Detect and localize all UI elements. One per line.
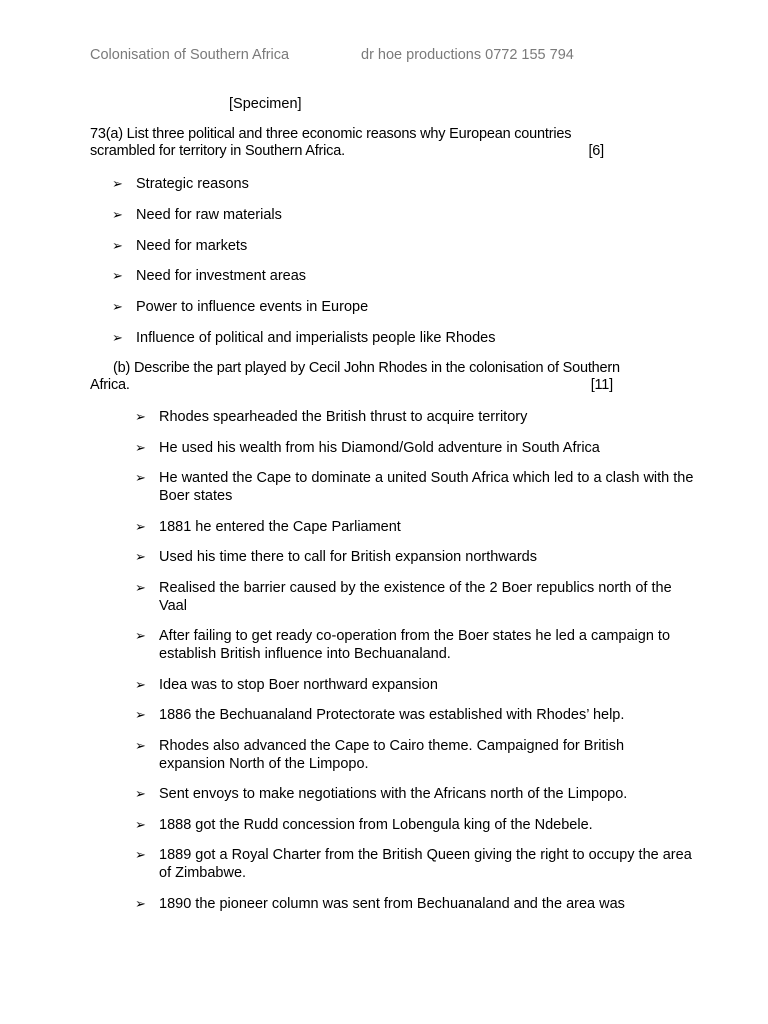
list-item-text: Sent envoys to make negotiations with the Africans north of the Limpopo. <box>159 786 628 802</box>
answer-list-b <box>134 408 694 925</box>
list-item-text: Need for raw materials <box>136 206 282 223</box>
question-73a-text-1: 73(a) List three political and three economic reasons why European countries <box>90 126 572 142</box>
question-73a-line-2 <box>90 143 690 160</box>
list-item-text: 1889 got a Royal Charter from the British Queen giving the right to occupy the area of Zimbabwe. <box>159 847 692 881</box>
list-item-text: He wanted the Cape to dominate a united South Africa which led to a clash with the Boer states <box>159 470 694 504</box>
arrowhead-bullet-icon: ➢ <box>135 518 146 534</box>
list-item <box>134 785 694 803</box>
arrowhead-bullet-icon: ➢ <box>135 737 146 753</box>
list-item <box>111 329 495 360</box>
arrowhead-bullet-icon: ➢ <box>112 329 123 345</box>
list-item <box>134 846 694 882</box>
list-item-text: Rhodes spearheaded the British thrust to acquire territory <box>159 409 528 425</box>
list-item <box>134 518 694 536</box>
list-item <box>134 706 694 724</box>
arrowhead-bullet-icon: ➢ <box>112 237 123 253</box>
answer-list-73a <box>111 175 495 360</box>
list-item <box>134 737 694 773</box>
question-b-line-1 <box>90 360 690 377</box>
list-item-text: Idea was to stop Boer northward expansion <box>159 676 438 693</box>
list-item-text: 1890 the pioneer column was sent from Bechuanaland and the area was <box>159 895 625 912</box>
question-73a-line-1 <box>90 126 690 143</box>
arrowhead-bullet-icon: ➢ <box>135 439 146 455</box>
question-b-marks: [11] <box>590 377 613 393</box>
arrowhead-bullet-icon: ➢ <box>135 847 146 862</box>
list-item-text: 1886 the Bechuanaland Protectorate was established with Rhodes’ help. <box>159 707 625 723</box>
list-item-text: Power to influence events in Europe <box>136 299 369 316</box>
list-item <box>134 408 694 426</box>
question-b <box>90 360 690 394</box>
arrowhead-bullet-icon: ➢ <box>135 470 146 485</box>
list-item-text: Need for markets <box>136 237 248 254</box>
list-item-text: Used his time there to call for British expansion northwards <box>159 549 537 565</box>
list-item-text: 1888 got the Rudd concession from Lobengula king of the Ndebele. <box>159 816 593 833</box>
list-item <box>134 579 694 615</box>
list-item <box>134 439 694 457</box>
list-item-text: Need for investment areas <box>136 268 307 285</box>
list-item <box>134 627 694 663</box>
list-item <box>134 548 694 566</box>
list-item <box>111 175 495 206</box>
arrowhead-bullet-icon: ➢ <box>135 816 146 832</box>
arrowhead-bullet-icon: ➢ <box>112 176 123 191</box>
header-title: Colonisation of Southern Africa <box>90 47 290 63</box>
list-item-text: He used his wealth from his Diamond/Gold adventure in South Africa <box>159 439 600 456</box>
question-73a-marks: [6] <box>588 143 604 159</box>
arrowhead-bullet-icon: ➢ <box>112 268 123 284</box>
list-item-text: 1881 he entered the Cape Parliament <box>159 518 401 535</box>
list-item <box>111 267 495 298</box>
list-item-text: Realised the barrier caused by the existence of the 2 Boer republics north of the Vaal <box>159 579 672 614</box>
arrowhead-bullet-icon: ➢ <box>135 409 146 424</box>
list-item-text: Influence of political and imperialists people like Rhodes <box>136 329 496 346</box>
question-b-line-2 <box>90 377 690 394</box>
arrowhead-bullet-icon: ➢ <box>112 299 123 315</box>
list-item <box>134 469 694 505</box>
list-item <box>134 676 694 694</box>
list-item-text: After failing to get ready co-operation from the Boer states he led a campaign to establish British influence into Bechuanaland. <box>159 628 671 662</box>
list-item <box>134 895 694 913</box>
arrowhead-bullet-icon: ➢ <box>135 549 146 564</box>
list-item <box>111 237 495 268</box>
question-b-text-1: (b) Describe the part played by Cecil John Rhodes in the colonisation of Southern <box>113 360 620 376</box>
list-item <box>111 298 495 329</box>
arrowhead-bullet-icon: ➢ <box>135 628 146 643</box>
arrowhead-bullet-icon: ➢ <box>135 676 146 692</box>
arrowhead-bullet-icon: ➢ <box>135 786 146 801</box>
list-item-text: Strategic reasons <box>136 176 249 192</box>
question-73a <box>90 126 690 160</box>
list-item <box>134 816 694 834</box>
specimen-label: [Specimen] <box>229 96 302 112</box>
list-item-text: Rhodes also advanced the Cape to Cairo theme. Campaigned for British expansion North of the Limpopo. <box>159 737 625 772</box>
list-item <box>111 206 495 237</box>
arrowhead-bullet-icon: ➢ <box>135 579 146 595</box>
arrowhead-bullet-icon: ➢ <box>112 206 123 222</box>
arrowhead-bullet-icon: ➢ <box>135 707 146 722</box>
question-b-text-2: Africa. <box>90 377 130 393</box>
arrowhead-bullet-icon: ➢ <box>135 895 146 911</box>
question-73a-text-2: scrambled for territory in Southern Africa. <box>90 143 345 159</box>
header-publisher: dr hoe productions 0772 155 794 <box>361 47 574 63</box>
